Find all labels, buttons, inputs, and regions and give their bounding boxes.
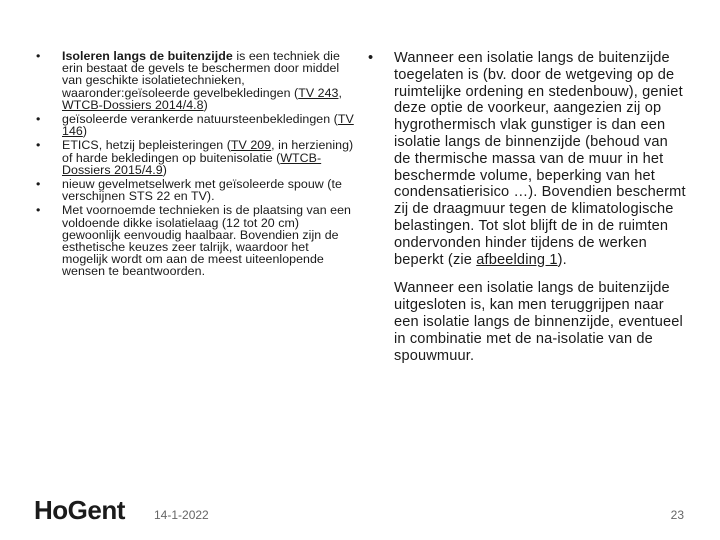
item-text: , <box>338 85 342 100</box>
list-item <box>32 139 354 176</box>
bullet: • <box>36 138 41 153</box>
hogent-logo: HoGent <box>34 495 125 525</box>
list-item <box>32 113 354 137</box>
reference-link-tv243[interactable]: TV 243 <box>298 85 339 100</box>
reference-link-wtcb-2015[interactable]: WTCB-Dossiers 2015/4.9 <box>62 150 322 177</box>
item-text: Wanneer een isolatie langs de buitenzijde toegelaten is (bv. door de wetgeving op de ruimtelijke ordening en stedenbouw), geniet deze optie de voorkeur, aangezien zij op hygrothermisch vlak gunstiger is dan een isolatie langs de binnenzijde (behoud van de thermische massa van de muur in het beschermde volume, beperking van het condensatierisico …). Bovendien beschermt zij de draagmuur tegen de klimatologische belastingen. Tot slot blijft de in de ruimten ondervonden hinder tijdens de werken beperkt (zie <box>394 50 686 268</box>
bullet: • <box>36 112 41 127</box>
reference-link-tv146[interactable]: TV 146 <box>62 112 354 139</box>
page-number: 23 <box>670 508 684 522</box>
bullet: • <box>36 49 41 63</box>
bullet: • <box>36 177 41 192</box>
item-text: ) <box>203 97 208 112</box>
list-item <box>32 50 354 111</box>
list-item <box>366 50 686 268</box>
list-item <box>32 204 354 277</box>
bullet: • <box>36 203 41 218</box>
item-text: Met voornoemde technieken is de plaatsing van een voldoende dikke isolatielaag (12 tot 20 cm) gewoonlijk eenvoudig haalbaar. Bovendien zijn de esthetische keuzes zeer talrijk, waardoor het mogelijk wordt om aan de meest uiteenlopende wensen te beantwoorden. <box>62 203 351 279</box>
figure-link[interactable]: afbeelding 1 <box>476 251 558 268</box>
item-text: ) <box>162 162 167 177</box>
left-column <box>32 50 354 280</box>
right-bullet-list <box>366 50 686 268</box>
reference-link-wtcb-2014[interactable]: WTCB-Dossiers 2014/4.8 <box>62 97 204 112</box>
item-text: geïsoleerde verankerde natuursteenbekledingen ( <box>62 112 338 127</box>
left-bullet-list <box>32 50 354 278</box>
item-text: ). <box>557 251 567 268</box>
item-text: ) <box>82 124 88 139</box>
list-item <box>32 178 354 202</box>
body-paragraph: Wanneer een isolatie langs de buitenzijde uitgesloten is, kan men teruggrijpen naar een isolatie langs de binnenzijde, eventueel in combinatie met de na-isolatie van de spouwmuur. <box>394 280 683 364</box>
item-text: is een techniek die erin bestaat de gevels te beschermen door middel van geschikte isolatietechnieken, waaronder:geïsoleerde gevelbekledingen ( <box>62 49 340 100</box>
right-column <box>366 50 686 379</box>
reference-link-tv209[interactable]: TV 209 <box>230 138 272 153</box>
bullet: • <box>368 50 374 66</box>
item-text: , in herziening) of harde bekledingen op buitenisolatie ( <box>62 138 354 165</box>
item-text: nieuw gevelmetselwerk met geïsoleerde spouw (te verschijnen STS 22 en TV). <box>62 177 342 204</box>
item-text: ETICS, hetzij bepleisteringen ( <box>62 138 231 153</box>
slide-date: 14-1-2022 <box>154 508 209 522</box>
lead-term: Isoleren langs de buitenzijde <box>62 49 233 63</box>
